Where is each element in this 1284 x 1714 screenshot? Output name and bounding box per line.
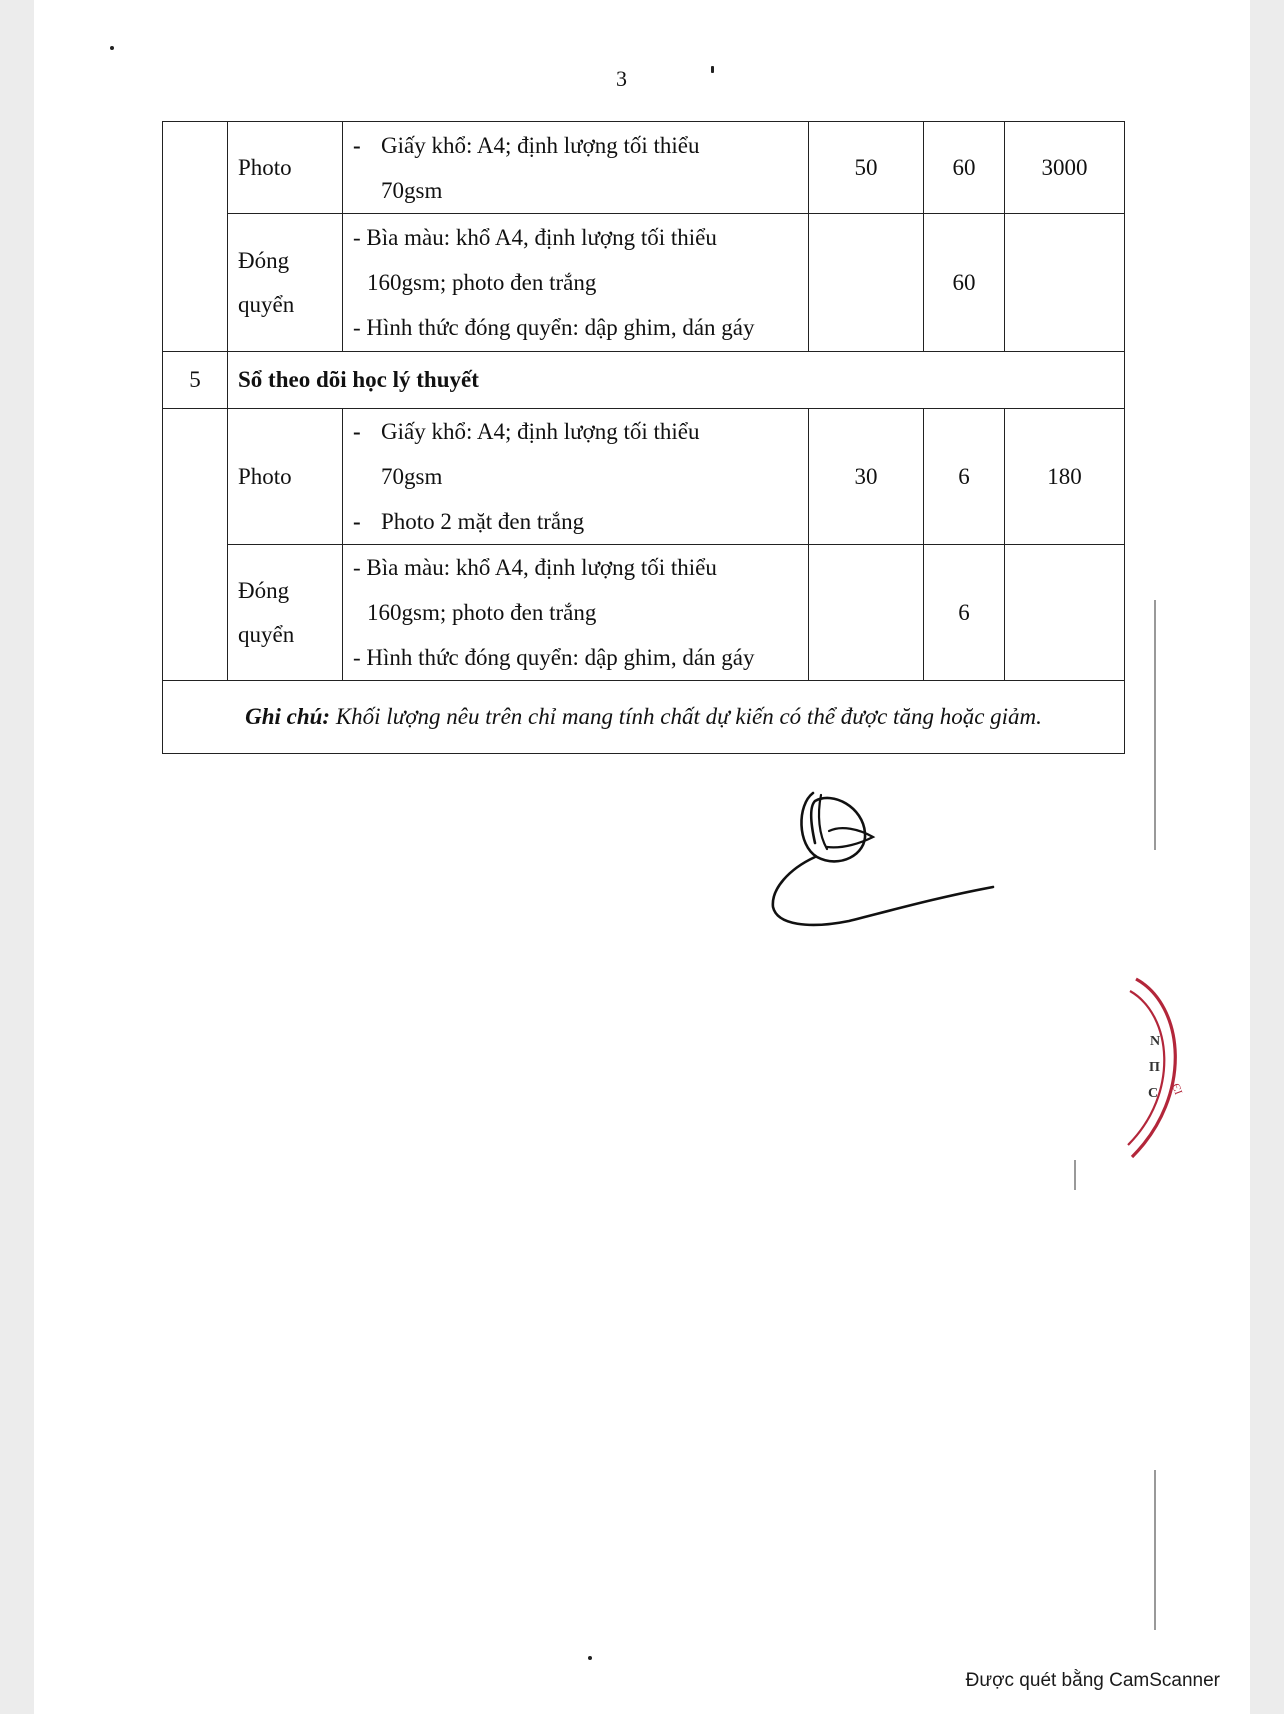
spec-line: - Hình thức đóng quyển: dập ghim, dán gáy: [353, 305, 798, 350]
scan-artifact: [1154, 1470, 1156, 1630]
spec-cell: [343, 214, 809, 352]
spec-line: - Bìa màu: khổ A4, định lượng tối thiểu: [353, 545, 798, 590]
scanner-watermark: Được quét bằng CamScanner: [965, 1670, 1220, 1691]
spec-line: 70gsm: [381, 464, 443, 489]
table-row: [163, 545, 1125, 681]
svg-text:C: C: [1148, 1086, 1159, 1101]
value-cell: [809, 214, 924, 352]
spec-line: 70gsm: [381, 177, 443, 203]
official-stamp: [1124, 975, 1204, 1175]
item-kind-cell: Photo: [228, 409, 343, 545]
document-page: [34, 0, 1250, 1714]
spec-line: - Hình thức đóng quyển: dập ghim, dán gáy: [353, 635, 798, 680]
value-cell: [1005, 214, 1125, 352]
note-cell: [163, 681, 1125, 754]
spec-line: 160gsm; photo đen trắng: [367, 600, 597, 625]
spec-cell: [343, 122, 809, 214]
scan-speck: [711, 66, 714, 73]
page-number: 3: [616, 66, 627, 91]
value-cell: 6: [924, 409, 1005, 545]
item-kind-cell: Đóng quyển: [228, 214, 343, 352]
table-row: [163, 409, 1125, 545]
index-cell-empty: [163, 122, 228, 352]
handwritten-signature: [769, 785, 999, 935]
item-kind-cell: Đóng quyển: [228, 545, 343, 681]
spec-cell: [343, 545, 809, 681]
table-row: [163, 122, 1125, 214]
value-cell: 30: [809, 409, 924, 545]
spec-line: - Giấy khổ: A4; định lượng tối thiểu: [353, 123, 798, 168]
note-text: Khối lượng nêu trên chỉ mang tính chất dự kiến có thể được tăng hoặc giảm.: [330, 704, 1042, 729]
svg-text:N: N: [1150, 1034, 1161, 1049]
quantity-table: [162, 121, 1125, 754]
scan-speck: [110, 46, 114, 50]
table-row: [163, 214, 1125, 352]
value-cell: 60: [924, 214, 1005, 352]
spec-line: - Bìa màu: khổ A4, định lượng tối thiểu: [353, 215, 798, 260]
scan-artifact: [1074, 1160, 1076, 1190]
value-cell: 3000: [1005, 122, 1125, 214]
spec-line: 160gsm; photo đen trắng: [367, 270, 597, 295]
section-number: 5: [163, 352, 228, 409]
note-row: [163, 681, 1125, 754]
value-cell: 6: [924, 545, 1005, 681]
value-cell: 180: [1005, 409, 1125, 545]
value-cell: [1005, 545, 1125, 681]
value-cell: [809, 545, 924, 681]
index-cell-empty: [163, 409, 228, 681]
section-row: [163, 352, 1125, 409]
spec-line: - Giấy khổ: A4; định lượng tối thiểu: [353, 409, 798, 454]
note-label: Ghi chú:: [245, 704, 331, 729]
scan-speck: [588, 1656, 592, 1660]
spec-line: - Photo 2 mặt đen trắng: [353, 499, 798, 544]
section-title: Sổ theo dõi học lý thuyết: [228, 352, 1125, 409]
scan-artifact: [1154, 600, 1156, 850]
spec-cell: [343, 409, 809, 545]
svg-text:ЄI: ЄI: [1169, 1081, 1185, 1097]
svg-text:Π: Π: [1149, 1060, 1160, 1075]
value-cell: 50: [809, 122, 924, 214]
value-cell: 60: [924, 122, 1005, 214]
item-kind-cell: Photo: [228, 122, 343, 214]
